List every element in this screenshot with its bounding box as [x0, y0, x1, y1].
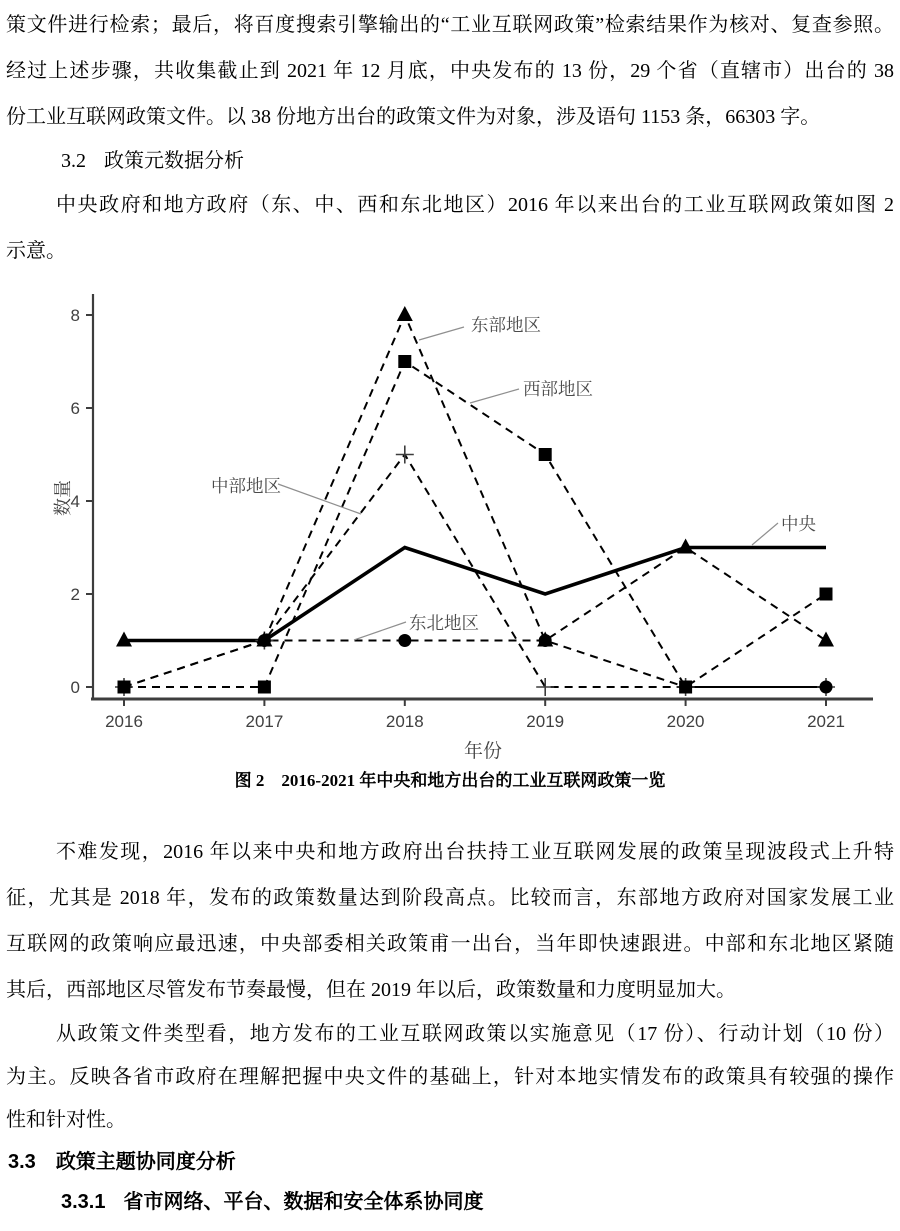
- svg-text:2016: 2016: [105, 712, 143, 731]
- figure-caption: 图 2 2016-2021 年中央和地方出台的工业互联网政策一览: [234, 771, 666, 790]
- section-number: 3.3.1: [61, 1191, 106, 1213]
- text-line: 中央政府和地方政府（东、中、西和东北地区）2016 年以来出台的工业互联网政策如图 2: [56, 194, 894, 216]
- text-line: 策文件进行检索；最后，将百度搜索引擎输出的“工业互联网政策”检索结果作为核对、复查参照。: [6, 14, 894, 36]
- svg-text:东北地区: 东北地区: [409, 613, 479, 633]
- text-line: 性和针对性。: [6, 1109, 126, 1131]
- section-number: 3.2: [61, 150, 86, 172]
- text-line: 征，尤其是 2018 年，发布的政策数量达到阶段高点。比较而言，东部地方政府对国家发展工业: [6, 887, 894, 909]
- section-title: 政策主题协同度分析: [55, 1151, 236, 1173]
- svg-text:西部地区: 西部地区: [523, 379, 593, 399]
- text-line: 为主。反映各省市政府在理解把握中央文件的基础上，针对本地实情发布的政策具有较强的操作: [6, 1066, 894, 1088]
- svg-text:数量: 数量: [53, 480, 73, 516]
- svg-text:2019: 2019: [526, 712, 565, 731]
- svg-text:8: 8: [70, 306, 80, 325]
- svg-text:东部地区: 东部地区: [471, 315, 541, 335]
- section-heading-3-2: [6, 140, 894, 182]
- figure-2: [6, 280, 894, 795]
- svg-text:4: 4: [70, 492, 80, 511]
- text-line: 示意。: [6, 240, 66, 262]
- section-title: 政策元数据分析: [104, 150, 244, 172]
- svg-text:年份: 年份: [463, 741, 503, 762]
- paragraph-intro: [6, 2, 894, 140]
- paragraph-analysis-1: [6, 829, 894, 1013]
- svg-text:6: 6: [70, 399, 80, 418]
- svg-text:2021: 2021: [807, 712, 845, 731]
- text-line: 不难发现，2016 年以来中央和地方政府出台扶持工业互联网发展的政策呈现波段式上升特: [56, 841, 894, 863]
- section-heading-3-3-1: [6, 1182, 894, 1222]
- svg-text:2017: 2017: [245, 712, 284, 731]
- text-line: 从政策文件类型看，地方发布的工业互联网政策以实施意见（17 份）、行动计划（10 份）: [56, 1023, 894, 1045]
- text-line: 经过上述步骤，共收集截止到 2021 年 12 月底，中央发布的 13 份，29 个省（直辖市）出台的 38: [6, 60, 894, 82]
- text-line: 其后，西部地区尽管发布节奏最慢，但在 2019 年以后，政策数量和力度明显加大。: [6, 979, 736, 1001]
- text-line: 份工业互联网政策文件。以 38 份地方出台的政策文件为对象，涉及语句 1153 条，66303 字。: [6, 106, 821, 128]
- section-number: 3.3: [8, 1151, 36, 1173]
- paragraph-3-2: [6, 182, 894, 274]
- svg-text:中央: 中央: [781, 514, 816, 534]
- svg-text:2: 2: [70, 585, 80, 604]
- policy-count-line-chart: [6, 280, 900, 765]
- svg-text:中部地区: 中部地区: [211, 476, 281, 496]
- paragraph-analysis-2: [6, 1013, 894, 1142]
- section-heading-3-3: [6, 1142, 894, 1182]
- svg-text:2020: 2020: [666, 712, 705, 731]
- section-title: 省市网络、平台、数据和安全体系协同度: [123, 1191, 484, 1213]
- svg-text:2018: 2018: [385, 712, 424, 731]
- svg-text:0: 0: [70, 678, 80, 697]
- text-line: 互联网的政策响应最迅速，中央部委相关政策甫一出台，当年即快速跟进。中部和东北地区紧随: [6, 933, 894, 955]
